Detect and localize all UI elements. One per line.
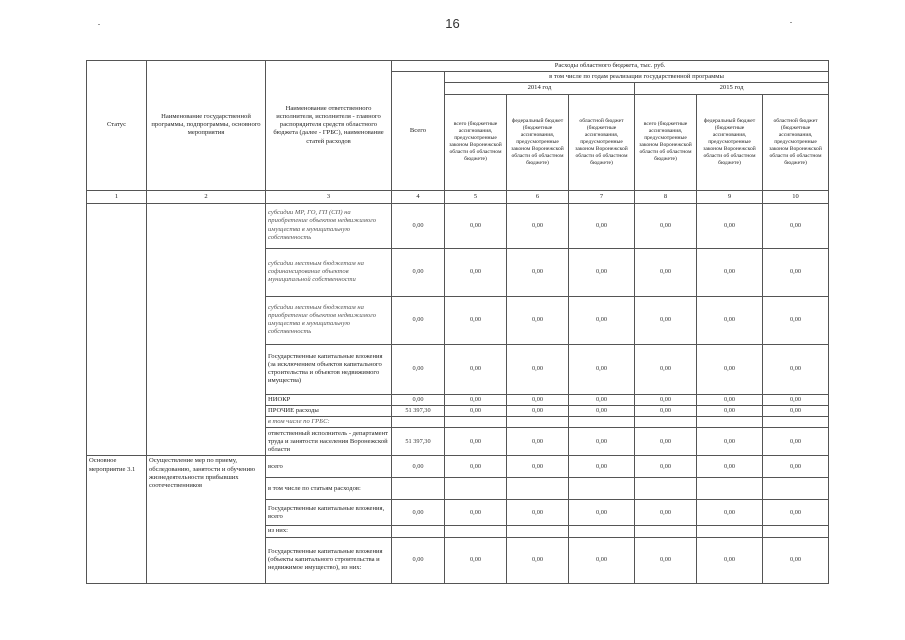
value-cell: 0,00 xyxy=(507,428,569,456)
header-year-2015: 2015 год xyxy=(635,83,829,94)
header-c7: областной бюджет (бюджетные ассигнования, предусмотренные законом Воронежской области об областном бюджете) xyxy=(569,94,635,190)
value-cell: 0,00 xyxy=(507,537,569,583)
value-cell: 0,00 xyxy=(392,296,445,344)
expense-item-label: всего xyxy=(266,456,392,478)
value-cell xyxy=(445,417,507,428)
value-cell: 0,00 xyxy=(507,296,569,344)
index-cell: 1 xyxy=(87,190,147,203)
value-cell: 0,00 xyxy=(635,500,697,526)
value-cell xyxy=(507,478,569,500)
value-cell xyxy=(569,526,635,537)
index-cell: 2 xyxy=(147,190,266,203)
value-cell: 0,00 xyxy=(763,428,829,456)
header-c8: всего (бюджетные ассигнования, предусмотренные законом Воронежской области об областном бюджете) xyxy=(635,94,697,190)
value-cell: 0,00 xyxy=(569,203,635,248)
index-cell: 7 xyxy=(569,190,635,203)
header-program-name: Наименование государственной программы, подпрограммы, основного мероприятия xyxy=(147,61,266,191)
measure-status: Основное мероприятие 3.1 xyxy=(87,456,147,583)
value-cell: 51 397,30 xyxy=(392,405,445,416)
value-cell: 0,00 xyxy=(697,537,763,583)
value-cell: 0,00 xyxy=(507,344,569,394)
table-row xyxy=(87,456,829,478)
value-cell: 0,00 xyxy=(445,537,507,583)
value-cell: 0,00 xyxy=(507,248,569,296)
value-cell xyxy=(392,526,445,537)
value-cell: 0,00 xyxy=(445,500,507,526)
header-total: Всего xyxy=(392,72,445,190)
value-cell: 0,00 xyxy=(763,456,829,478)
page-number: 16 xyxy=(445,16,460,31)
value-cell: 0,00 xyxy=(635,456,697,478)
header-c9: федеральный бюджет (бюджетные ассигнования, предусмотренные законом Воронежской области об областном бюджете) xyxy=(697,94,763,190)
value-cell xyxy=(763,478,829,500)
expense-item-label: субсидии местным бюджетам на софинансирование объектов муниципальной собственности xyxy=(266,248,392,296)
value-cell xyxy=(697,526,763,537)
expense-item-label: ПРОЧИЕ расходы xyxy=(266,405,392,416)
index-cell: 6 xyxy=(507,190,569,203)
value-cell xyxy=(507,417,569,428)
value-cell: 0,00 xyxy=(392,344,445,394)
expense-item-label: субсидии МР, ГО, ГП (СП) на приобретение объектов недвижимого имущества в муниципальную собственность xyxy=(266,203,392,248)
value-cell xyxy=(697,478,763,500)
expense-item-label: в том числе по ГРБС: xyxy=(266,417,392,428)
value-cell: 0,00 xyxy=(507,405,569,416)
value-cell: 0,00 xyxy=(763,394,829,405)
table-body xyxy=(87,203,829,583)
expense-item-label: Государственные капитальные вложения, всего xyxy=(266,500,392,526)
value-cell: 0,00 xyxy=(392,537,445,583)
header-expenses: Расходы областного бюджета, тыс. руб. xyxy=(392,61,829,72)
value-cell: 0,00 xyxy=(569,456,635,478)
value-cell: 0,00 xyxy=(445,248,507,296)
value-cell: 0,00 xyxy=(445,405,507,416)
value-cell: 0,00 xyxy=(763,537,829,583)
value-cell: 0,00 xyxy=(697,405,763,416)
value-cell: 0,00 xyxy=(697,344,763,394)
value-cell: 0,00 xyxy=(697,394,763,405)
value-cell: 0,00 xyxy=(569,405,635,416)
value-cell: 0,00 xyxy=(763,203,829,248)
value-cell: 0,00 xyxy=(507,203,569,248)
value-cell: 0,00 xyxy=(697,428,763,456)
value-cell: 0,00 xyxy=(445,296,507,344)
value-cell: 0,00 xyxy=(569,500,635,526)
expense-item-label: субсидии местным бюджетам на приобретение объектов недвижимого имущества в муниципальную собственность xyxy=(266,296,392,344)
value-cell: 0,00 xyxy=(763,344,829,394)
value-cell: 0,00 xyxy=(445,456,507,478)
value-cell xyxy=(763,526,829,537)
expense-item-label: ответственный исполнитель - департамент труда и занятости населения Воронежской области xyxy=(266,428,392,456)
header-c5: всего (бюджетные ассигнования, предусмотренные законом Воронежской области об областном бюджете) xyxy=(445,94,507,190)
header-by-years: в том числе по годам реализации государственной программы xyxy=(445,72,829,83)
value-cell: 0,00 xyxy=(763,500,829,526)
value-cell: 0,00 xyxy=(392,500,445,526)
value-cell: 0,00 xyxy=(392,203,445,248)
value-cell: 0,00 xyxy=(697,500,763,526)
value-cell xyxy=(392,478,445,500)
header-year-2014: 2014 год xyxy=(445,83,635,94)
header-c10: областной бюджет (бюджетные ассигнования, предусмотренные законом Воронежской области об областном бюджете) xyxy=(763,94,829,190)
value-cell: 0,00 xyxy=(635,344,697,394)
value-cell: 0,00 xyxy=(635,405,697,416)
table-header xyxy=(87,61,829,204)
expense-item-label: НИОКР xyxy=(266,394,392,405)
index-cell: 5 xyxy=(445,190,507,203)
index-cell: 9 xyxy=(697,190,763,203)
value-cell xyxy=(635,478,697,500)
value-cell: 0,00 xyxy=(635,537,697,583)
value-cell: 0,00 xyxy=(392,394,445,405)
expense-item-label: из них: xyxy=(266,526,392,537)
value-cell: 0,00 xyxy=(697,248,763,296)
value-cell xyxy=(569,417,635,428)
value-cell: 0,00 xyxy=(635,203,697,248)
scan-speck xyxy=(98,24,100,25)
value-cell: 0,00 xyxy=(569,344,635,394)
value-cell: 0,00 xyxy=(445,344,507,394)
expense-item-label: в том числе по статьям расходов: xyxy=(266,478,392,500)
index-cell: 10 xyxy=(763,190,829,203)
value-cell: 0,00 xyxy=(697,203,763,248)
value-cell: 0,00 xyxy=(392,456,445,478)
measure-name: Осуществление мер по приему, обследованию, занятости и обучению жизнедеятельности прибывших соотечественников xyxy=(147,456,266,583)
value-cell: 0,00 xyxy=(569,248,635,296)
value-cell xyxy=(445,526,507,537)
header-executor: Наименование ответственного исполнителя, исполнителя - главного распорядителя средств областного бюджета (далее - ГРБС), наименование статей расходов xyxy=(266,61,392,191)
value-cell xyxy=(445,478,507,500)
value-cell: 0,00 xyxy=(569,537,635,583)
value-cell: 0,00 xyxy=(635,248,697,296)
value-cell xyxy=(697,417,763,428)
value-cell xyxy=(392,417,445,428)
expense-item-label: Государственные капитальные вложения (за исключением объектов капитального строительства и объектов недвижимого имущества) xyxy=(266,344,392,394)
value-cell: 0,00 xyxy=(763,296,829,344)
index-cell: 3 xyxy=(266,190,392,203)
header-c6: федеральный бюджет (бюджетные ассигнования, предусмотренные законом Воронежской области об областном бюджете) xyxy=(507,94,569,190)
value-cell xyxy=(635,417,697,428)
value-cell: 0,00 xyxy=(635,296,697,344)
value-cell xyxy=(763,417,829,428)
index-cell: 4 xyxy=(392,190,445,203)
budget-table xyxy=(86,60,829,584)
value-cell: 0,00 xyxy=(507,500,569,526)
value-cell: 0,00 xyxy=(569,428,635,456)
value-cell: 0,00 xyxy=(763,405,829,416)
value-cell: 0,00 xyxy=(697,296,763,344)
value-cell: 0,00 xyxy=(569,296,635,344)
scan-speck xyxy=(790,22,792,23)
value-cell: 0,00 xyxy=(392,248,445,296)
value-cell xyxy=(635,526,697,537)
value-cell: 0,00 xyxy=(569,394,635,405)
table-row xyxy=(87,203,829,248)
value-cell: 0,00 xyxy=(445,394,507,405)
value-cell: 0,00 xyxy=(697,456,763,478)
program-name-cell xyxy=(147,203,266,456)
value-cell xyxy=(507,526,569,537)
value-cell: 0,00 xyxy=(445,203,507,248)
value-cell: 0,00 xyxy=(635,428,697,456)
value-cell: 0,00 xyxy=(635,394,697,405)
value-cell: 0,00 xyxy=(507,394,569,405)
status-cell xyxy=(87,203,147,456)
value-cell: 0,00 xyxy=(507,456,569,478)
value-cell: 0,00 xyxy=(445,428,507,456)
index-cell: 8 xyxy=(635,190,697,203)
value-cell xyxy=(569,478,635,500)
header-status: Статус xyxy=(87,61,147,191)
column-index-row xyxy=(87,190,829,203)
value-cell: 51 397,30 xyxy=(392,428,445,456)
value-cell: 0,00 xyxy=(763,248,829,296)
expense-item-label: Государственные капитальные вложения (объекты капитального строительства и недвижимое имущество), из них: xyxy=(266,537,392,583)
